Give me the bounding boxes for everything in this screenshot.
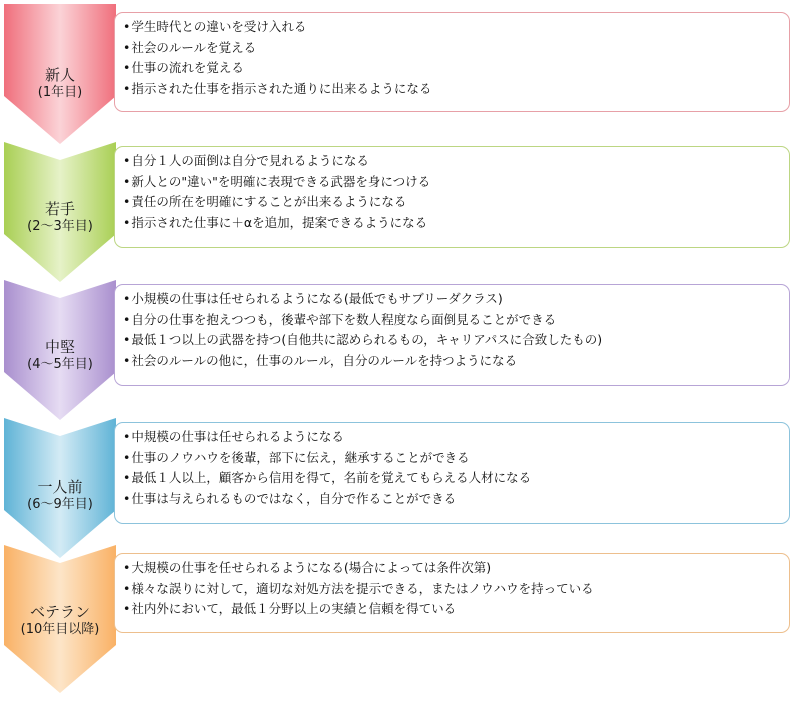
stage-description-box	[114, 553, 790, 633]
stage-item: • 社会のルールを覚える	[123, 38, 789, 59]
stage-description-box	[114, 12, 790, 112]
stage-name: 新人	[44, 66, 75, 84]
stage-item: • 中規模の仕事は任せられるようになる	[123, 427, 789, 448]
stage-label	[4, 478, 116, 513]
stage-item: • 責任の所在を明確にすることが出来るようになる	[123, 192, 789, 213]
stage-item-list	[123, 558, 789, 620]
stage-item: • 仕事のノウハウを後輩，部下に伝え，継承することができる	[123, 448, 789, 469]
stage-chevron	[4, 418, 116, 558]
stage-item-list	[123, 151, 789, 233]
stage-item: • 社内外において，最低１分野以上の実績と信頼を得ている	[123, 599, 789, 620]
stage-item-list	[123, 427, 789, 509]
stage-item: • 最低１人以上，顧客から信用を得て，名前を覚えてもらえる人材になる	[123, 468, 789, 489]
stage-period: (10年目以降)	[20, 621, 100, 637]
stage-item: • 自分１人の面倒は自分で見れるようになる	[123, 151, 789, 172]
stage-item: • 最低１つ以上の武器を持つ(自他共に認められるもの，キャリアパスに合致したもの)	[123, 330, 789, 351]
stage-label	[4, 66, 116, 101]
stage-item: • 仕事は与えられるものではなく，自分で作ることができる	[123, 489, 789, 510]
stage-item: • 社会のルールの他に，仕事のルール，自分のルールを持つようになる	[123, 351, 789, 372]
stage-item-list	[123, 17, 789, 99]
stage-period: (2〜3年目)	[27, 218, 93, 234]
stage-chevron	[4, 280, 116, 420]
stage-chevron	[4, 545, 116, 693]
stage-item: • 小規模の仕事は任せられるようになる(最低でもサブリーダクラス)	[123, 289, 789, 310]
stage-period: (4〜5年目)	[27, 356, 93, 372]
stage-period: (1年目)	[37, 84, 83, 100]
stage-item: • 仕事の流れを覚える	[123, 58, 789, 79]
stage-item: • 学生時代との違いを受け入れる	[123, 17, 789, 38]
stage-item: • 自分の仕事を抱えつつも，後輩や部下を数人程度なら面倒見ることができる	[123, 310, 789, 331]
stage-name: ベテラン	[29, 603, 90, 621]
stage-label	[4, 603, 116, 638]
stage-chevron	[4, 142, 116, 282]
stage-label	[4, 338, 116, 373]
stage-description-box	[114, 422, 790, 524]
stage-item: • 新人との"違い"を明確に表現できる武器を身につける	[123, 172, 789, 193]
stage-item-list	[123, 289, 789, 371]
stage-item: • 様々な誤りに対して，適切な対処方法を提示できる，またはノウハウを持っている	[123, 579, 789, 600]
stage-name: 若手	[44, 200, 75, 218]
stage-name: 一人前	[37, 478, 83, 496]
stage-item: • 大規模の仕事を任せられるようになる(場合によっては条件次第)	[123, 558, 789, 579]
stage-item: • 指示された仕事を指示された通りに出来るようになる	[123, 79, 789, 100]
stage-description-box	[114, 146, 790, 248]
stage-name: 中堅	[44, 338, 75, 356]
stage-label	[4, 200, 116, 235]
stage-chevron	[4, 4, 116, 144]
stage-description-box	[114, 284, 790, 386]
stage-period: (6〜9年目)	[27, 496, 93, 512]
stage-item: • 指示された仕事に＋αを追加，提案できるようになる	[123, 213, 789, 234]
